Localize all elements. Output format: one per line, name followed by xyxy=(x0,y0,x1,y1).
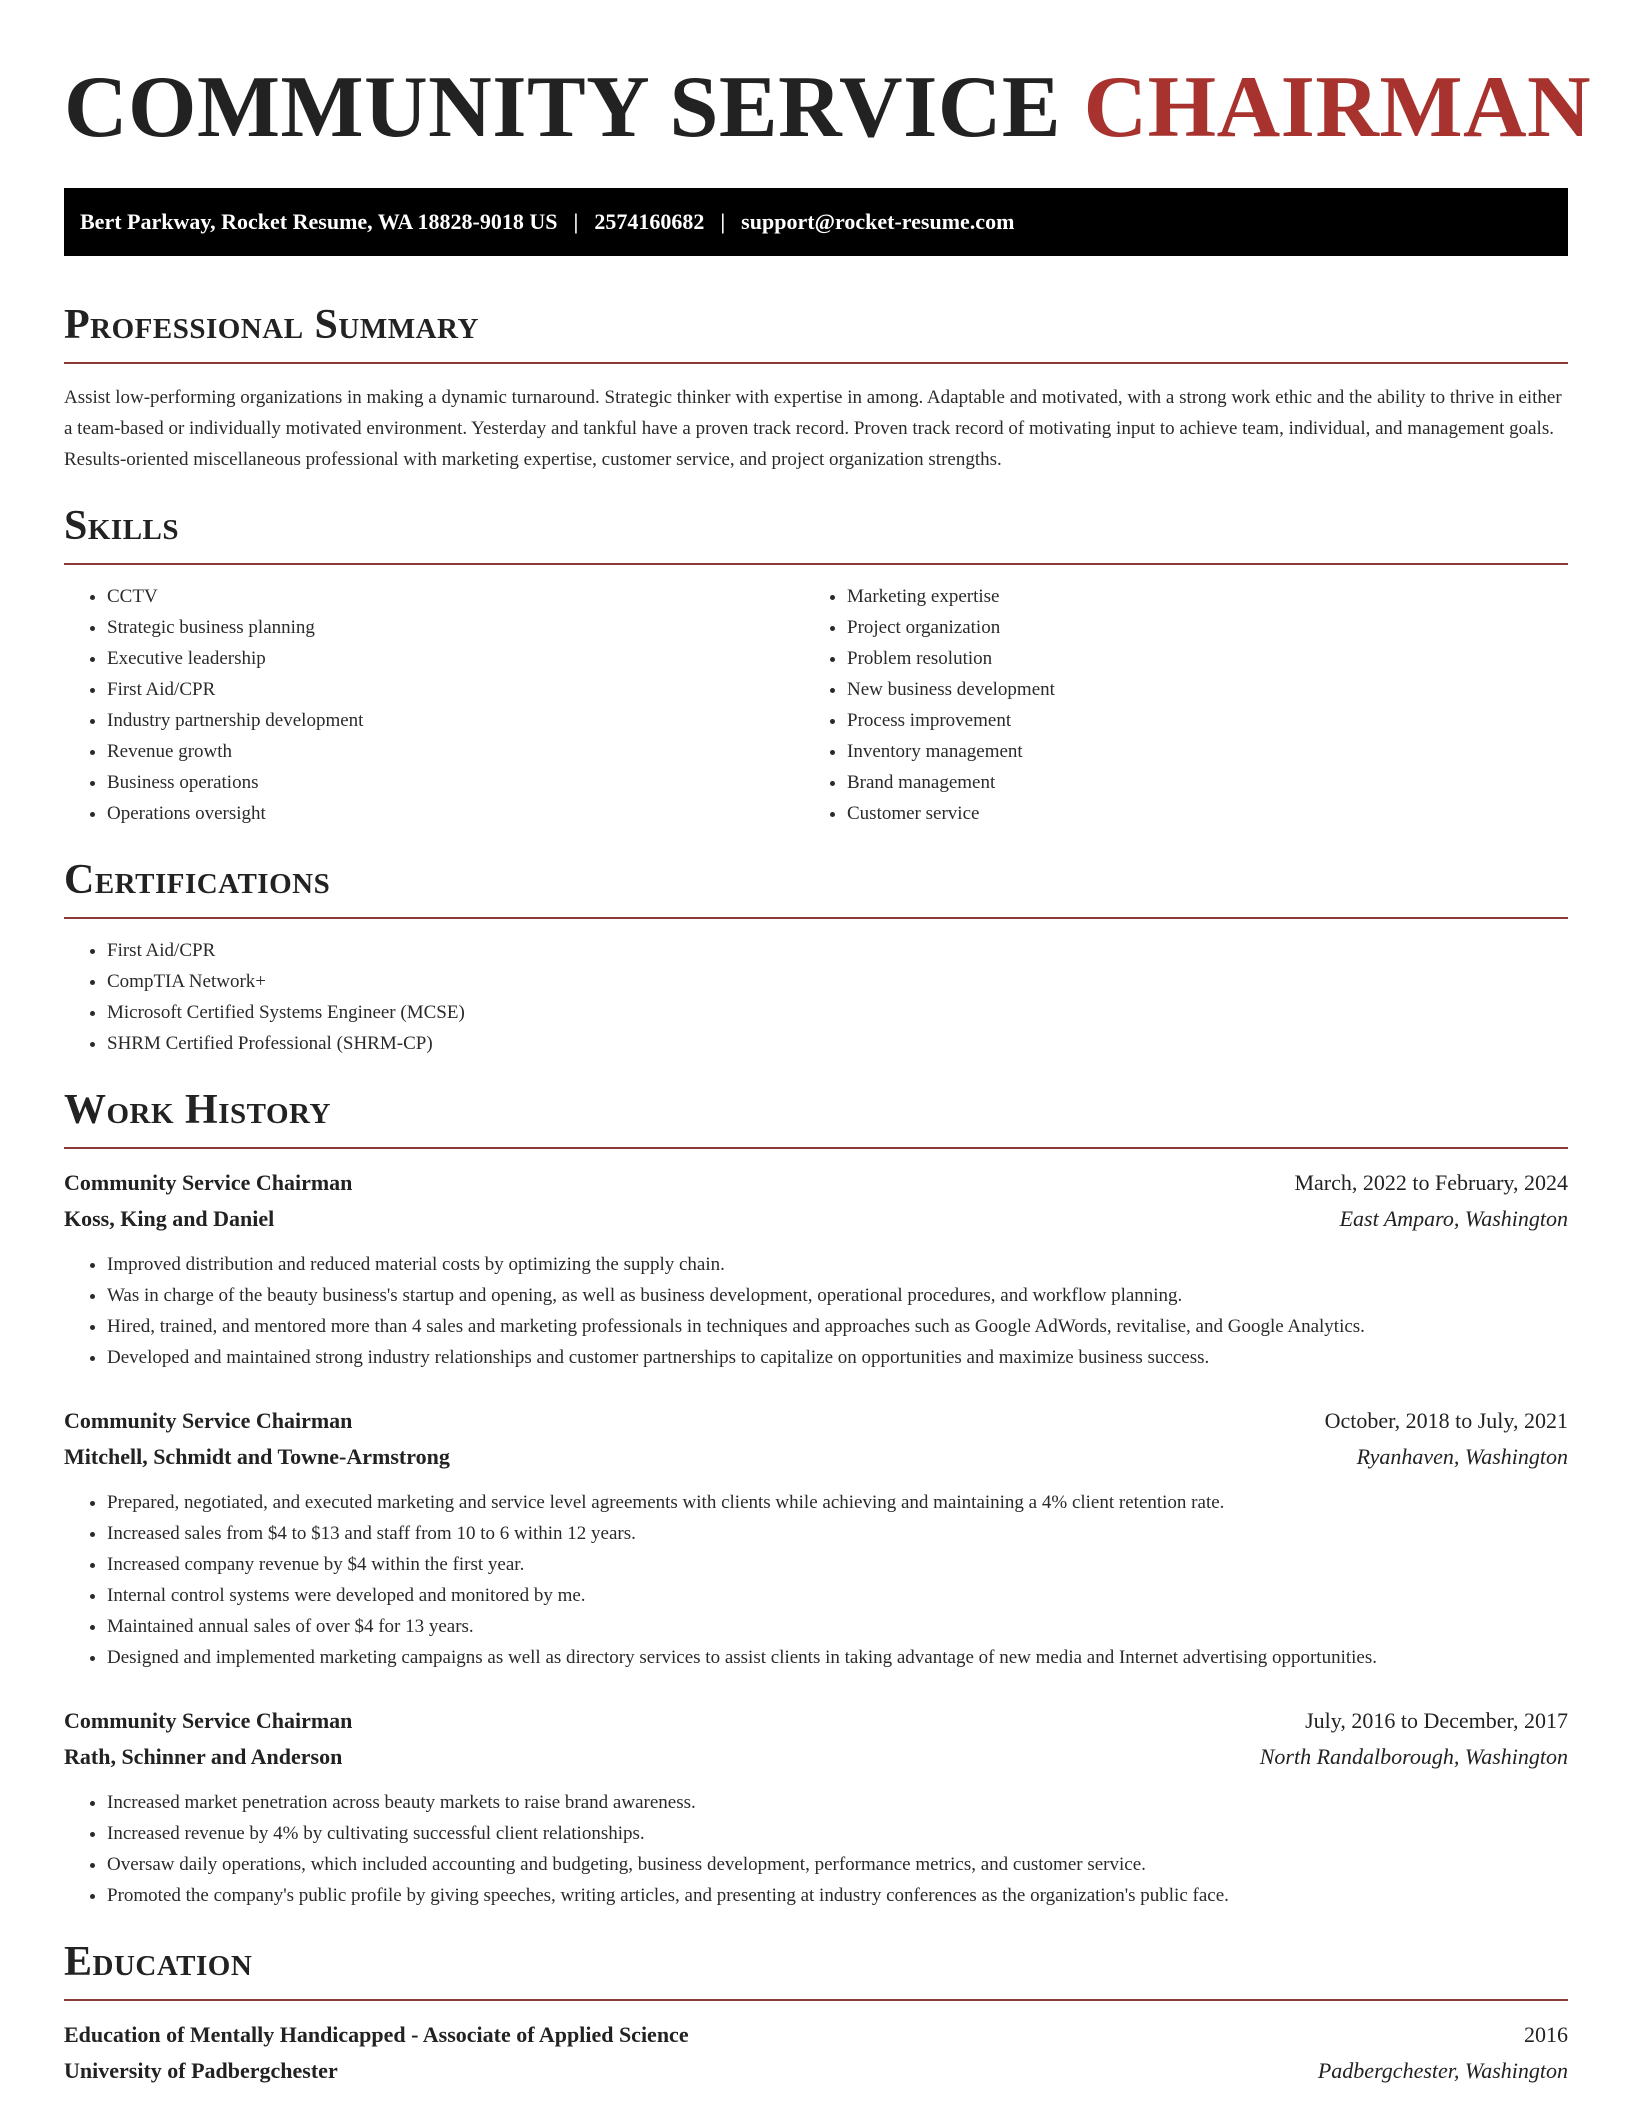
skill-item: • Brand management xyxy=(847,767,1544,798)
resume-title xyxy=(64,59,1592,156)
job-bullet: • Oversaw daily operations, which included accounting and budgeting, business development, performance metrics, and customer service. xyxy=(107,1849,1568,1880)
job-bullet: • Increased sales from $4 to $13 and staff from 10 to 6 within 12 years. xyxy=(107,1518,1568,1549)
section-divider xyxy=(64,563,1568,565)
summary-section xyxy=(64,304,1568,475)
resume-content xyxy=(64,50,1592,2089)
job-title: Community Service Chairman xyxy=(64,1170,353,1195)
certification-item: • Microsoft Certified Systems Engineer (MCSE) xyxy=(107,997,1568,1028)
job-entry xyxy=(64,1165,1568,1373)
work-history-section xyxy=(64,1089,1568,1911)
certifications-heading: Certifications xyxy=(64,857,331,903)
job-bullet: • Hired, trained, and mentored more than 4 sales and marketing professionals in techniques and approaches such as Google AdWords, revitalise, and Google Analytics. xyxy=(107,1311,1568,1342)
job-bullet: • Developed and maintained strong industry relationships and customer partnerships to capitalize on opportunities and maximize business success. xyxy=(107,1342,1568,1373)
job-company: Koss, King and Daniel xyxy=(64,1206,275,1231)
education-header-row xyxy=(64,2017,1568,2053)
education-year: 2016 xyxy=(1524,2022,1568,2047)
skill-item: • Project organization xyxy=(847,612,1544,643)
section-divider xyxy=(64,362,1568,364)
skill-item: • First Aid/CPR xyxy=(107,674,804,705)
job-bullet: • Maintained annual sales of over $4 for 13 years. xyxy=(107,1611,1568,1642)
job-header-row xyxy=(64,1703,1568,1739)
contact-bar xyxy=(64,188,1568,256)
job-entry xyxy=(64,1703,1568,1911)
skills-list-left xyxy=(64,581,804,829)
certifications-section xyxy=(64,859,1568,1059)
job-bullet: • Internal control systems were developed and monitored by me. xyxy=(107,1580,1568,1611)
job-company-row xyxy=(64,1739,1568,1775)
certifications-list xyxy=(64,935,1568,1059)
skill-item: • Customer service xyxy=(847,798,1544,829)
job-dates: October, 2018 to July, 2021 xyxy=(1324,1408,1568,1433)
job-dates: March, 2022 to February, 2024 xyxy=(1294,1170,1568,1195)
skill-item: • CCTV xyxy=(107,581,804,612)
education-location: Padbergchester, Washington xyxy=(1317,2058,1568,2083)
skills-section xyxy=(64,505,1568,829)
job-bullet: • Designed and implemented marketing campaigns as well as directory services to assist clients in taking advantage of new media and Internet advertising opportunities. xyxy=(107,1642,1568,1673)
job-location: East Amparo, Washington xyxy=(1339,1206,1568,1231)
contact-address: Bert Parkway, Rocket Resume, WA 18828-9018 US xyxy=(80,209,558,234)
job-header-row xyxy=(64,1403,1568,1439)
skills-columns xyxy=(64,581,1568,829)
education-heading: Education xyxy=(64,1939,253,1985)
skills-heading: Skills xyxy=(64,503,180,549)
summary-text: Assist low-performing organizations in making a dynamic turnaround. Strategic thinker with expertise in among. Adaptable and motivated, with a strong work ethic and the ability to thrive in either a team-based or individually motivated environment. Yesterday and tankful have a proven track record. Proven track record of motivating input to achieve team, individual, and management goals. Results-oriented miscellaneous professional with marketing expertise, customer service, and project organization strengths. xyxy=(64,387,1562,470)
contact-email[interactable]: support@rocket-resume.com xyxy=(741,209,1015,234)
skills-column-right xyxy=(804,581,1544,829)
skill-item: • New business development xyxy=(847,674,1544,705)
skill-item: • Industry partnership development xyxy=(107,705,804,736)
job-dates: July, 2016 to December, 2017 xyxy=(1305,1708,1568,1733)
job-bullets xyxy=(64,1249,1568,1373)
skill-item: • Executive leadership xyxy=(107,643,804,674)
skill-item: • Problem resolution xyxy=(847,643,1544,674)
job-header-row xyxy=(64,1165,1568,1201)
skill-item: • Strategic business planning xyxy=(107,612,804,643)
skill-item: • Operations oversight xyxy=(107,798,804,829)
skills-list-right xyxy=(804,581,1544,829)
job-bullet: • Promoted the company's public profile by giving speeches, writing articles, and presenting at industry conferences as the organization's public face. xyxy=(107,1880,1568,1911)
skill-item: • Revenue growth xyxy=(107,736,804,767)
section-divider xyxy=(64,917,1568,919)
title-part-1: COMMUNITY SERVICE xyxy=(64,59,1062,156)
education-school: University of Padbergchester xyxy=(64,2058,338,2083)
job-title: Community Service Chairman xyxy=(64,1408,353,1433)
job-bullet: • Increased market penetration across beauty markets to raise brand awareness. xyxy=(107,1787,1568,1818)
job-title: Community Service Chairman xyxy=(64,1708,353,1733)
job-company: Mitchell, Schmidt and Towne-Armstrong xyxy=(64,1444,450,1469)
job-location: Ryanhaven, Washington xyxy=(1356,1444,1568,1469)
job-location: North Randalborough, Washington xyxy=(1259,1744,1568,1769)
skill-item: • Process improvement xyxy=(847,705,1544,736)
skill-item: • Inventory management xyxy=(847,736,1544,767)
section-divider xyxy=(64,1999,1568,2001)
job-entry xyxy=(64,1403,1568,1673)
skill-item: • Marketing expertise xyxy=(847,581,1544,612)
section-divider xyxy=(64,1147,1568,1149)
skill-item: • Business operations xyxy=(107,767,804,798)
contact-phone: 2574160682 xyxy=(594,209,705,234)
job-company-row xyxy=(64,1439,1568,1475)
education-school-row xyxy=(64,2053,1568,2089)
certification-item: • First Aid/CPR xyxy=(107,935,1568,966)
job-bullet: • Was in charge of the beauty business's startup and opening, as well as business development, operational procedures, and workflow planning. xyxy=(107,1280,1568,1311)
education-degree: Education of Mentally Handicapped - Associate of Applied Science xyxy=(64,2022,689,2047)
summary-heading: Professional Summary xyxy=(64,302,479,348)
title-part-2: CHAIRMAN xyxy=(1083,59,1592,156)
contact-separator: | xyxy=(573,209,579,234)
education-section xyxy=(64,1941,1568,2089)
job-bullet: • Prepared, negotiated, and executed marketing and service level agreements with clients while achieving and maintaining a 4% client retention rate. xyxy=(107,1487,1568,1518)
education-entry xyxy=(64,2017,1568,2089)
certification-item: • CompTIA Network+ xyxy=(107,966,1568,997)
job-bullets xyxy=(64,1787,1568,1911)
job-bullet: • Increased revenue by 4% by cultivating successful client relationships. xyxy=(107,1818,1568,1849)
job-bullets xyxy=(64,1487,1568,1673)
job-bullet: • Improved distribution and reduced material costs by optimizing the supply chain. xyxy=(107,1249,1568,1280)
skills-column-left xyxy=(64,581,804,829)
contact-separator: | xyxy=(720,209,726,234)
work-history-heading: Work History xyxy=(64,1087,331,1133)
certification-item: • SHRM Certified Professional (SHRM-CP) xyxy=(107,1028,1568,1059)
job-company: Rath, Schinner and Anderson xyxy=(64,1744,343,1769)
job-bullet: • Increased company revenue by $4 within the first year. xyxy=(107,1549,1568,1580)
job-company-row xyxy=(64,1201,1568,1237)
